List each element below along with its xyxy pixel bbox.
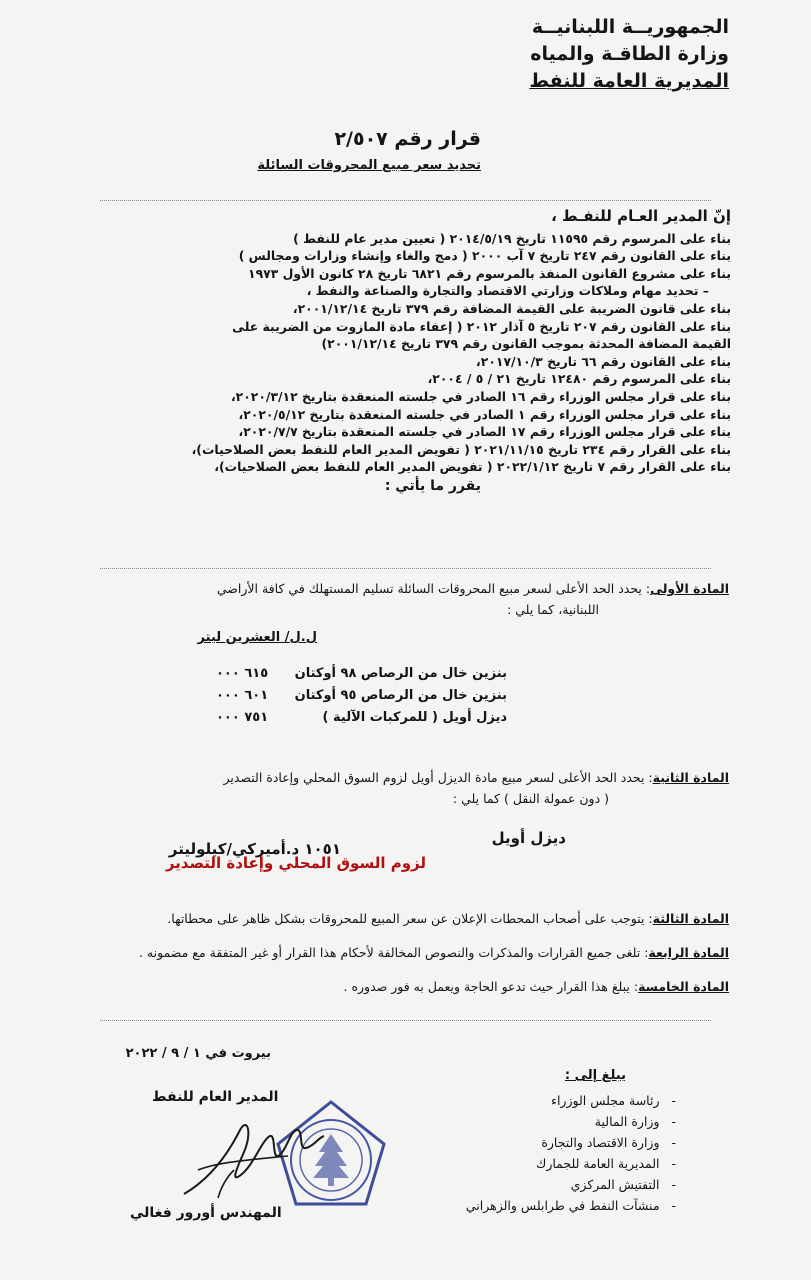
article-5-label: المادة الخامسة	[638, 979, 729, 994]
basis-line: بناء على القانون رقم ٢٠٧ تاريخ ٥ آذار ٢٠١٢ ( إعفاء مادة المازوت من الضريبة على	[232, 318, 731, 334]
product-name: ديزل أويل ( للمركبات الآلية )	[322, 710, 507, 725]
basis-line: – تحديد مهام وملاكات وزارتي الاقتصاد والتجارة والصناعة والنفط ،	[306, 283, 709, 299]
article-2-label: المادة الثانية	[652, 770, 729, 785]
list-item: - منشآت النفط في طرابلس والزهراني	[466, 1195, 676, 1216]
list-item: - المديرية العامة للجمارك	[466, 1153, 676, 1174]
article-1: المادة الأولى: يحدد الحد الأعلى لسعر مبيع المحروقات السائلة تسليم المستهلك في كافة الأراضي اللبنانية، كما يلي :	[217, 578, 729, 620]
divider	[100, 1020, 711, 1021]
basis-line: بناء على القانون رقم ٦٦ تاريخ ٢٠١٧/١٠/٣،	[476, 353, 731, 369]
article-1-text-cont: اللبنانية، كما يلي :	[507, 602, 599, 617]
article-5: المادة الخامسة: يبلغ هذا القرار حيث تدعو الحاجة ويعمل به فور صدوره .	[343, 979, 729, 994]
diesel-market: لزوم السوق المحلي وإعادة التصدير	[165, 854, 426, 872]
article-1-text: يحدد الحد الأعلى لسعر مبيع المحروقات السائلة تسليم المستهلك في كافة الأراضي	[216, 581, 642, 596]
price-unit: ل.ل/ العشرين ليتر	[197, 630, 317, 645]
article-4: المادة الرابعة: تلغى جميع القرارات والمذكرات والنصوص المخالفة لأحكام هذا القرار أو غير المتفقة مع مضمونه .	[138, 945, 729, 960]
list-item: - وزارة المالية	[466, 1111, 676, 1132]
place-date: بيروت في ١ / ٩ / ٢٠٢٢	[125, 1046, 271, 1061]
list-item: - وزارة الاقتصاد والتجارة	[466, 1132, 676, 1153]
directorate-name: المديرية العامة للنفط	[529, 70, 729, 92]
article-2: المادة الثانية: يحدد الحد الأعلى لسعر مبيع مادة الديزل أويل لزوم السوق المحلي وإعادة التصدير ( دون عمولة النقل ) كما يلي :	[223, 767, 729, 809]
ministry-name: وزارة الطاقـة والمياه	[530, 43, 729, 65]
divider	[100, 200, 711, 201]
article-3-label: المادة الثالثة	[652, 911, 729, 926]
article-5-text: يبلغ هذا القرار حيث تدعو الحاجة ويعمل به فور صدوره .	[343, 979, 630, 994]
basis-line: بناء على قرار مجلس الوزراء رقم ١ الصادر في جلسته المنعقدة بتاريخ ٢٠٢٠/٥/١٢،	[238, 406, 731, 422]
article-4-text: تلغى جميع القرارات والمذكرات والنصوص المخالفة لأحكام هذا القرار أو غير المتفقة مع مضمونه .	[138, 945, 641, 960]
basis-line: بناء على القانون رقم ٢٤٧ تاريخ ٧ آب ٢٠٠٠ ( دمج والغاء وإنشاء وزارات ومجالس )	[238, 248, 731, 264]
article-3: المادة الثالثة: يتوجب على أصحاب المحطات الإعلان عن سعر المبيع للمحروقات بشكل ظاهر على محطاتها.	[167, 911, 729, 926]
basis-line: بناء على المرسوم رقم ١٢٤٨٠ تاريخ ٢١ / ٥ / ٢٠٠٤،	[427, 371, 731, 387]
letterhead	[529, 14, 729, 95]
distribution-list	[466, 1090, 676, 1216]
basis-line: القيمة المضافة المحدثة بموجب القانون رقم ٣٧٩ تاريخ ٢٠٠١/١٢/١٤)	[321, 336, 731, 352]
legal-basis	[192, 208, 731, 496]
diesel-price: ١٠٥١ د.أميركي/كيلوليتر	[168, 840, 341, 858]
product-name: بنزين خال من الرصاص ٩٨ أوكتان	[294, 666, 507, 681]
distribution-heading: يبلغ إلى :	[564, 1068, 626, 1083]
product-price: ٧٥١ ٠٠٠	[216, 710, 269, 725]
product-price: ٦٠١ ٠٠٠	[216, 688, 269, 703]
basis-line: بناء على القرار رقم ٢٣٤ تاريخ ٢٠٢١/١١/١٥ ( تفويض المدير العام للنفط بعض الصلاحيات)،	[191, 441, 731, 457]
article-2-text: يحدد الحد الأعلى لسعر مبيع مادة الديزل أويل لزوم السوق المحلي وإعادة التصدير	[223, 770, 645, 785]
signer-title: المدير العام للنفط	[152, 1089, 279, 1105]
basis-line: بناء على قرار مجلس الوزراء رقم ١٦ الصادر في جلسته المنعقدة بتاريخ ٢٠٢٠/٣/١٢،	[230, 388, 731, 404]
basis-lead: إنّ المدير العـام للنفـط ،	[551, 207, 731, 225]
divider	[100, 568, 711, 569]
basis-line: بناء على المرسوم رقم ١١٥٩٥ تاريخ ٢٠١٤/٥/١٩ ( تعيين مدير عام للنفط )	[293, 230, 731, 246]
basis-line: بناء على قانون الضريبة على القيمة المضافة رقم ٣٧٩ تاريخ ٢٠٠١/١٢/١٤،	[292, 300, 731, 316]
diesel-heading: ديزل أويل	[491, 829, 566, 847]
basis-line: بناء على مشروع القانون المنفذ بالمرسوم رقم ٦٨٢١ تاريخ ٢٨ كانون الأول ١٩٧٣	[248, 265, 731, 281]
basis-line: بناء على القرار رقم ٧ تاريخ ٢٠٢٢/١/١٢ ( تفويض المدير العام للنفط بعض الصلاحيات)،	[214, 459, 731, 475]
signature-icon	[178, 1110, 328, 1202]
article-4-label: المادة الرابعة	[648, 945, 729, 960]
list-item: - رئاسة مجلس الوزراء	[466, 1090, 676, 1111]
article-2-text-cont: ( دون عمولة النقل ) كما يلي :	[452, 791, 609, 806]
product-price: ٦١٥ ٠٠٠	[216, 666, 269, 681]
article-3-text: يتوجب على أصحاب المحطات الإعلان عن سعر المبيع للمحروقات بشكل ظاهر على محطاتها.	[167, 911, 645, 926]
product-name: بنزين خال من الرصاص ٩٥ أوكتان	[294, 688, 507, 703]
list-item: - التفتيش المركزي	[466, 1174, 676, 1195]
signer-name: المهندس أورور فغالي	[130, 1205, 282, 1221]
decision-subject: تحديد سعر مبيع المحروقات السائلة	[257, 158, 481, 173]
article-1-label: المادة الأولى	[650, 581, 729, 596]
basis-line: بناء على قرار مجلس الوزراء رقم ١٧ الصادر في جلسته المنعقدة بتاريخ ٢٠٢٠/٧/٧،	[238, 424, 731, 440]
republic-name: الجمهوريــة اللبنانيــة	[531, 16, 729, 38]
decision-title: قرار رقم ٢/٥٠٧	[334, 128, 481, 150]
decides-heading: يقرر ما يأتي :	[384, 477, 481, 494]
